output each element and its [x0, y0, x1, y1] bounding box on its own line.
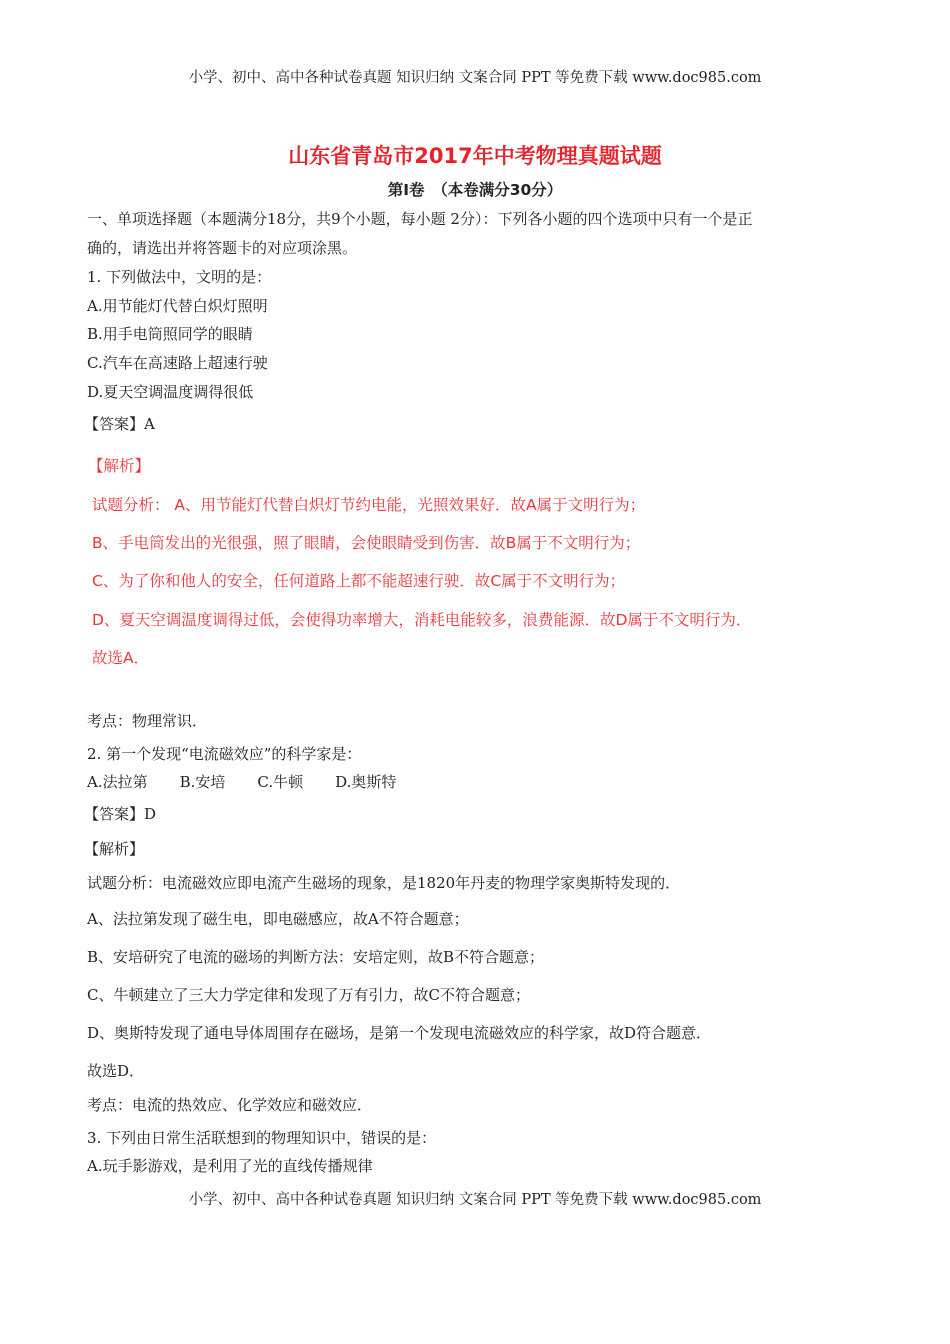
section-intro: 确的，请选出并将答题卡的对应项涂黑。: [87, 239, 358, 257]
question-option: A.玩手影游戏，是利用了光的直线传播规律: [87, 1157, 373, 1175]
page-footer: 小学、初中、高中各种试卷真题 知识归纳 文案合同 PPT 等免费下载 www.doc985.com: [188, 1192, 762, 1208]
analysis-line: B、安培研究了电流的磁场的判断方法：安培定则，故B不符合题意；: [87, 948, 545, 966]
question-option: B.安培: [179, 773, 226, 791]
question-stem: 3. 下列由日常生活联想到的物理知识中，错误的是：: [87, 1129, 437, 1147]
answer: 【答案】A: [84, 415, 155, 433]
question-option: B.用手电筒照同学的眼睛: [87, 325, 253, 343]
question-option: D.奥斯特: [335, 773, 397, 791]
question-options-row: [87, 772, 428, 792]
analysis-line: B、手电筒发出的光很强，照了眼睛，会使眼睛受到伤害．故B属于不文明行为；: [92, 534, 641, 552]
question-stem: 2. 第一个发现“电流磁效应”的科学家是：: [87, 745, 362, 763]
question-stem: 1. 下列做法中，文明的是：: [87, 268, 272, 286]
knowledge-point: 考点：电流的热效应、化学效应和磁效应．: [87, 1096, 373, 1114]
analysis-line: 故选A．: [92, 649, 150, 667]
analysis-label: 【解析】: [84, 840, 145, 858]
knowledge-point: 考点：物理常识．: [87, 712, 208, 730]
question-option: C.牛顿: [257, 773, 304, 791]
answer: 【答案】D: [84, 805, 157, 823]
analysis-line: D、夏天空调温度调得过低，会使得功率增大，消耗电能较多，浪费能源．故D属于不文明行为．: [92, 611, 752, 629]
section-intro: 一、单项选择题（本题满分18分，共9个小题，每小题 2分）：下列各小题的四个选项中只有一个是正: [87, 210, 753, 228]
analysis-line: C、为了你和他人的安全，任何道路上都不能超速行驶．故C属于不文明行为；: [92, 572, 626, 590]
analysis-line: 故选D．: [87, 1062, 145, 1080]
analysis-line: A、法拉第发现了磁生电，即电磁感应，故A不符合题意；: [87, 910, 469, 928]
document-title: 山东省青岛市2017年中考物理真题试题: [288, 144, 662, 168]
question-option: A.用节能灯代替白炽灯照明: [87, 297, 268, 315]
analysis-line: 试题分析： A、用节能灯代替白炽灯节约电能，光照效果好．故A属于文明行为；: [92, 496, 646, 514]
analysis-line: 试题分析：电流磁效应即电流产生磁场的现象，是1820年丹麦的物理学家奥斯特发现的．: [87, 874, 681, 892]
section-subtitle: 第Ⅰ卷 （本卷满分30分）: [387, 181, 563, 199]
question-option: D.夏天空调温度调得很低: [87, 383, 254, 401]
analysis-line: D、奥斯特发现了通电导体周围存在磁场，是第一个发现电流磁效应的科学家，故D符合题意．: [87, 1024, 712, 1042]
page-header: 小学、初中、高中各种试卷真题 知识归纳 文案合同 PPT 等免费下载 www.doc985.com: [188, 70, 762, 86]
analysis-line: C、牛顿建立了三大力学定律和发现了万有引力，故C不符合题意；: [87, 986, 530, 1004]
question-option: C.汽车在高速路上超速行驶: [87, 354, 268, 372]
question-option: A.法拉第: [87, 773, 148, 791]
analysis-label: 【解析】: [88, 457, 151, 475]
